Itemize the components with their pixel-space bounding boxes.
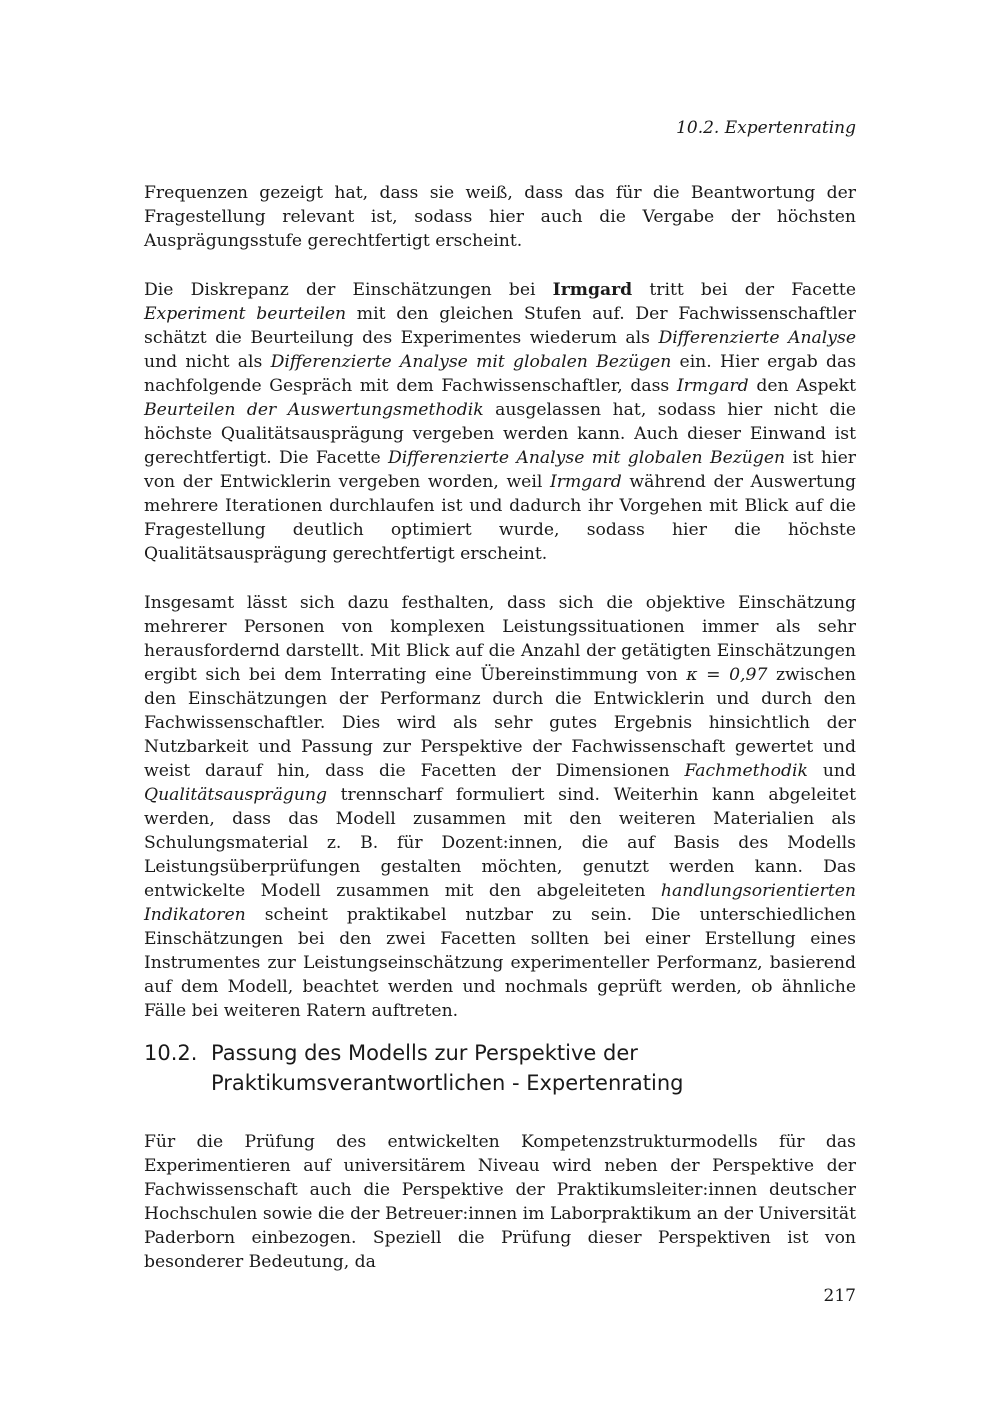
italic-term: Differenzierte Analyse	[658, 328, 856, 348]
italic-term: Experiment beurteilen	[144, 304, 347, 324]
running-head: 10.2. Expertenrating	[676, 118, 856, 138]
text-span: tritt bei der Facette	[632, 280, 856, 300]
text-span: trennscharf formuliert sind. Weiterhin kann abgeleitet werden, dass das Modell zusammen mit den weiteren Materialien als Schulungsmaterial z. B. für Dozent:innen, die auf Basis des Modells Leistungsüberprüfungen gestalten möchten, genutzt werden kann. Das entwickelte Modell zusammen mit den abgeleiteten	[144, 785, 856, 901]
italic-term: Differenzierte Analyse mit globalen Bezügen	[387, 448, 786, 468]
italic-term: Qualitätsausprägung	[144, 785, 328, 805]
text-span: den Aspekt	[748, 376, 856, 396]
text-span: während der Auswertung mehrere Iterationen durchlaufen ist und dadurch ihr Vorgehen mit Blick auf die Fragestellung deutlich optimiert wurde, sodass hier die höchste Qualitätsausprägung gerechtfertigt erscheint.	[144, 472, 856, 564]
italic-term: Irmgard	[676, 376, 749, 396]
italic-term: Beurteilen der Auswertungsmethodik	[144, 400, 484, 420]
text-span: scheint praktikabel nutzbar zu sein. Die unterschiedlichen Einschätzungen bei den zwei Facetten sollten bei einer Erstellung eines Instrumentes zur Leistungseinschätzung experimenteller Performanz, basierend auf dem Modell, beachtet werden und nochmals geprüft werden, ob ähnliche Fälle bei weiteren Ratern auftreten.	[144, 905, 856, 1021]
paragraph-1	[144, 181, 856, 253]
italic-term: handlungsorientierten Indikatoren	[144, 881, 856, 925]
text-span: und	[807, 761, 856, 781]
text-span: Frequenzen gezeigt hat, dass sie weiß, dass das für die Beantwortung der Fragestellung relevant ist, sodass hier auch die Vergabe der höchsten Ausprägungsstufe gerechtfertigt erscheint.	[144, 183, 856, 251]
text-span: und nicht als	[144, 352, 271, 372]
text-span: ist hier von der Entwicklerin vergeben worden, weil	[144, 448, 857, 492]
text-span: ausgelassen hat, sodass hier nicht die höchste Qualitätsausprägung vergeben werden kann. Auch dieser Einwand ist gerechtfertigt. Die Facette	[144, 400, 856, 468]
kappa-formula: κ = 0,97	[686, 665, 768, 685]
page-number: 217	[823, 1286, 856, 1306]
section-title: Passung des Modells zur Perspektive der Praktikumsverantwortlichen - Expertenrating	[211, 1041, 684, 1095]
text-span: mit den gleichen Stufen auf. Der Fachwissenschaftler schätzt die Beurteilung des Experimentes wiederum als	[144, 304, 856, 348]
text-span: zwischen den Einschätzungen der Performanz durch die Entwicklerin und durch den Fachwissenschaftler. Dies wird als sehr gutes Ergebnis hinsichtlich der Nutzbarkeit und Passung zur Perspektive der Fachwissenschaft gewertet und weist darauf hin, dass die Facetten der Dimensionen	[144, 665, 857, 781]
text-span: Die Diskrepanz der Einschätzungen bei	[144, 280, 553, 300]
italic-term: Fachmethodik	[684, 761, 808, 781]
body-text	[144, 181, 856, 1023]
text-span: Insgesamt lässt sich dazu festhalten, dass sich die objektive Einschätzung mehrerer Personen von komplexen Leistungssituationen immer als sehr herausfordernd darstellt. Mit Blick auf die Anzahl der getätigten Einschätzungen ergibt sich bei dem Interrating eine Übereinstimmung von	[144, 593, 856, 685]
italic-term: Differenzierte Analyse mit globalen Bezügen	[270, 352, 672, 372]
section-body	[144, 1130, 856, 1274]
text-span: ein. Hier ergab das nachfolgende Gespräch mit dem Fachwissenschaftler, dass	[144, 352, 857, 396]
paragraph-2	[144, 278, 856, 566]
bold-name: Irmgard	[552, 280, 633, 300]
paragraph-3	[144, 591, 856, 1023]
section-heading	[144, 1038, 856, 1098]
section-number: 10.2.	[144, 1041, 198, 1065]
section-paragraph: Für die Prüfung des entwickelten Kompetenzstrukturmodells für das Experimentieren auf universitärem Niveau wird neben der Perspektive der Fachwissenschaft auch die Perspektive der Praktikumsleiter:innen deutscher Hochschulen sowie die der Betreuer:innen im Laborpraktikum an der Universität Paderborn einbezogen. Speziell die Prüfung dieser Perspektiven ist von besonderer Bedeutung, da	[144, 1132, 856, 1272]
italic-term: Irmgard	[549, 472, 622, 492]
